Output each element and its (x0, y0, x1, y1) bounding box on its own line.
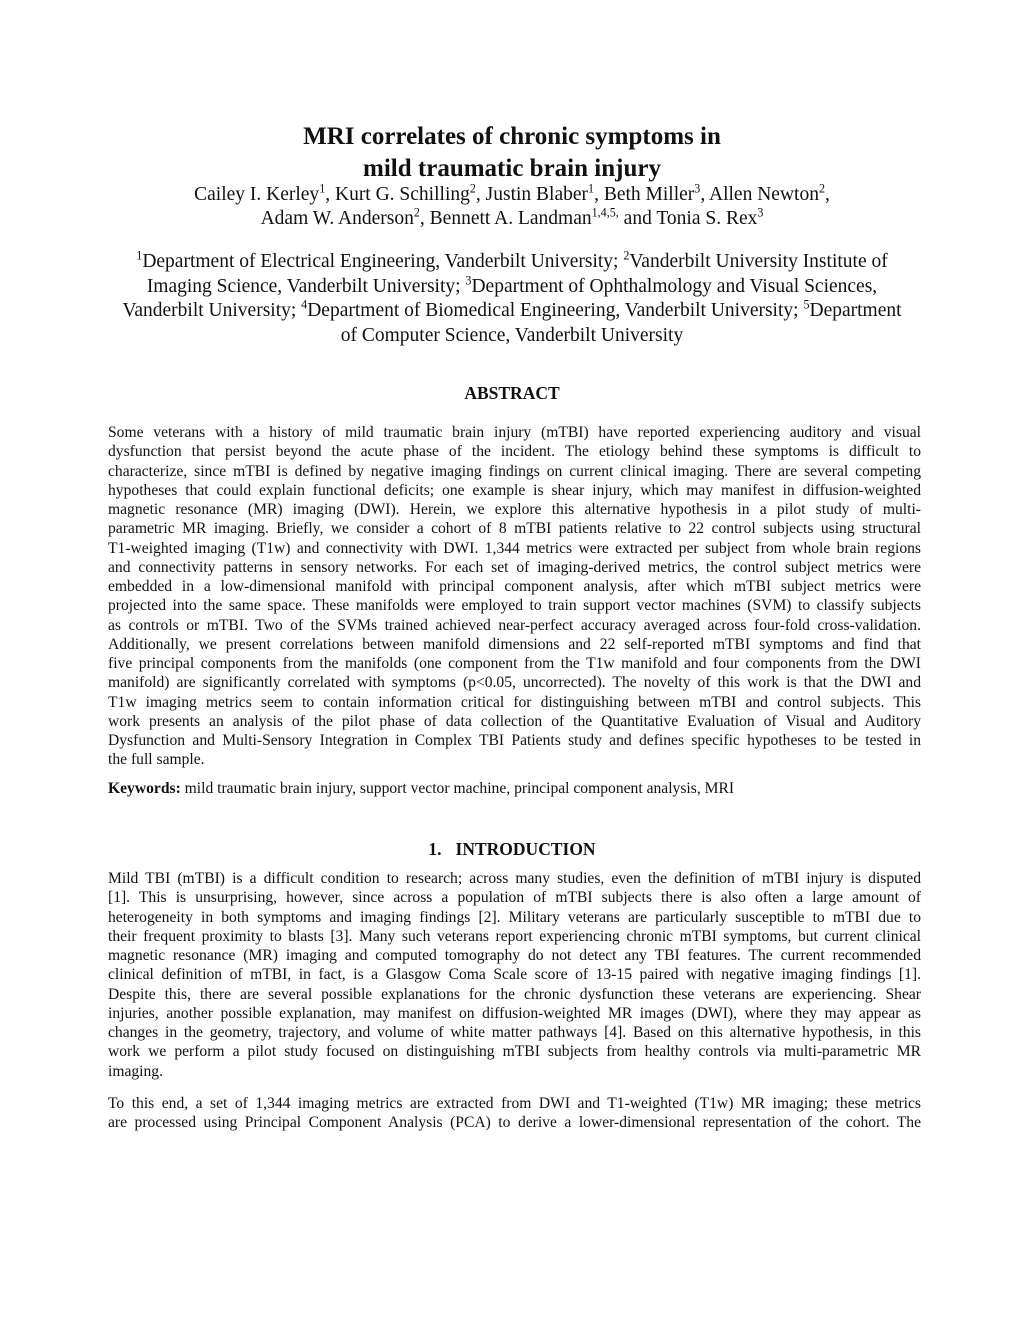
author-name: Kurt G. Schilling (334, 184, 470, 205)
text-line: imaging. (108, 1062, 164, 1080)
author-name: Bennett A. Landman (429, 208, 592, 229)
introduction-paragraph-2 (108, 1094, 921, 1133)
text-line: and connectivity patterns in sensory networks. For each set of imaging-derived metrics, the control subject metrics were (108, 558, 921, 576)
text-line: work we perform a pilot study focused on distinguishing mTBI subjects from healthy controls via multi-parametric MR (108, 1043, 921, 1061)
keywords-label: Keywords: (108, 780, 181, 797)
author-affiliation-mark: 1 (588, 181, 595, 196)
text-line: five principal components from the manifolds (one component from the T1w manifold and four components from the DWI (108, 655, 921, 672)
text-line: dysfunction that persist beyond the acute phase of the incident. The etiology behind these symptoms is difficult to (108, 443, 921, 461)
author-name: Justin Blaber (485, 184, 589, 205)
abstract-body (108, 423, 921, 770)
title-line-2: mild traumatic brain injury (363, 155, 661, 182)
author-name: Tonia S. Rex (656, 208, 758, 229)
text-line: manifold) are significantly correlated with symptoms (p<0.05, uncorrected). The novelty of this work is that the DWI and (108, 674, 921, 692)
text-line: embedded in a low-dimensional manifold with principal component analysis, after which mTBI subject metrics were (108, 578, 921, 595)
author-line-1: Cailey I. Kerley$^1$, Kurt G. Schilling$^2$, Justin Blaber$^1$, Beth Miller$^3$, Allen Newton$^2$, (194, 181, 830, 205)
author-name: Cailey I. Kerley (194, 184, 320, 205)
abstract-heading: ABSTRACT (464, 383, 560, 403)
text-line: projected into the same space. These manifolds were employed to train support vector machines (SVM) to classify subjects (108, 597, 921, 615)
paper-title (0, 121, 1024, 185)
section-title: INTRODUCTION (455, 839, 596, 859)
text-line: Despite this, there are several possible explanations for the chronic dysfunction these veterans are experiencing. Shear (108, 985, 921, 1003)
author-affiliation-mark: 2 (818, 181, 825, 196)
affiliation-text: Department of Biomedical Engineering, Vanderbilt University; (307, 300, 799, 321)
author-affiliation-mark: 2 (469, 181, 476, 196)
text-line: as controls or mTBI. Two of the SVMs trained achieved near-perfect accuracy averaged across four-fold cross-validation. (108, 616, 921, 634)
text-line: hypotheses that could explain functional deficits; one example is shear injury, which may manifest in diffusion-weighted (108, 481, 921, 499)
affiliation-text: Department of Ophthalmology and Visual Sciences, (471, 275, 878, 297)
affiliation-number: 3 (465, 273, 472, 288)
author-line-2: Adam W. Anderson$^2$, Bennett A. Landman$^{1,4,5,}$ and Tonia S. Rex$^3$ (260, 205, 764, 229)
author-affiliation-mark: 2 (413, 205, 420, 220)
text-line: their frequent proximity to blasts [3]. Many such veterans report experiencing chronic mTBI symptoms, but current clinical (108, 927, 921, 945)
keywords (108, 779, 921, 798)
text-line: heterogeneity in both symptoms and imaging findings [2]. Military veterans are particularly susceptible to mTBI due to (108, 908, 921, 926)
text-line: characterize, since mTBI is defined by negative imaging findings on current clinical imaging. There are several competing (108, 462, 921, 480)
text-line: Mild TBI (mTBI) is a difficult condition to research; across many studies, even the definition of mTBI injury is disputed (108, 870, 921, 887)
author-affiliation-mark: 1,4,5, (591, 205, 619, 220)
text-line: injuries, another possible explanation, may manifest on diffusion-weighted MR images (DWI), where they may appear as (108, 1004, 921, 1022)
text-line: [1]. This is unsurprising, however, since across a population of mTBI subjects there is also often a large amount of (108, 889, 921, 907)
text-line: parametric MR imaging. Briefly, we consider a cohort of 8 mTBI patients relative to 22 control subjects using structural (108, 520, 921, 538)
affiliation-line-2 (0, 275, 1024, 300)
text-line: T1-weighted imaging (T1w) and connectivity with DWI. 1,344 metrics were extracted per subject from whole brain regions (108, 539, 921, 557)
text-line: magnetic resonance (MR) imaging and computed tomography do not detect any TBI features. The current recommended (108, 947, 921, 964)
affiliation-text: Department (809, 300, 902, 321)
affiliation-number: 4 (301, 297, 308, 312)
affiliation-text-cont: Imaging Science, Vanderbilt University; (146, 275, 461, 297)
affiliation-line-4 (0, 324, 1024, 349)
affiliation-line-1 (0, 250, 1024, 275)
affiliation-text-cont: of Computer Science, Vanderbilt University (340, 324, 684, 346)
affiliation-number: 1 (136, 248, 143, 263)
affiliation-text-cont: Vanderbilt University; (122, 300, 297, 321)
section-heading-introduction (0, 838, 1024, 860)
text-line: clinical definition of mTBI, in fact, is a Glasgow Coma Scale score of 13-15 paired with negative imaging findings [1]. (108, 966, 921, 984)
affiliation-number: 2 (623, 248, 630, 263)
author-name: Adam W. Anderson (260, 208, 414, 229)
text-line: Some veterans with a history of mild traumatic brain injury (mTBI) have reported experiencing auditory and visual (108, 424, 921, 441)
section-number: 1. (428, 839, 442, 859)
author-connector: and (623, 208, 652, 229)
text-line: work presents an analysis of the pilot phase of data collection of the Quantitative Evaluation of Visual and Auditory (108, 712, 921, 730)
introduction-paragraph-1 (108, 869, 921, 1081)
author-affiliation-mark: 1 (319, 181, 326, 196)
text-line: T1w imaging metrics seem to contain information critical for distinguishing between mTBI and control subjects. This (108, 693, 921, 711)
affiliation-line-3 (0, 299, 1024, 324)
author-affiliation-mark: 3 (757, 205, 764, 220)
text-line: Additionally, we present correlations between manifold dimensions and 22 self-reported mTBI symptoms and find that (108, 635, 921, 653)
text-line: magnetic resonance (MR) imaging (DWI). Herein, we explore this alternative hypothesis in a pilot study of multi- (108, 501, 921, 518)
affiliation-text: Vanderbilt University Institute of (629, 251, 888, 272)
author-affiliation-mark: 3 (694, 181, 701, 196)
author-list (0, 183, 1024, 231)
text-line: the full sample. (108, 751, 205, 769)
affiliation-number: 5 (803, 297, 810, 312)
keywords-text: mild traumatic brain injury, support vector machine, principal component analysis, MRI (184, 780, 735, 797)
author-name: Allen Newton (709, 184, 819, 205)
text-line: changes in the geometry, trajectory, and volume of white matter pathways [4]. Based on this alternative hypothesis, in this (108, 1024, 921, 1041)
text-line: Dysfunction and Multi-Sensory Integration in Complex TBI Patients study and defines specific hypotheses to be tested in (108, 732, 921, 749)
author-name: Beth Miller (603, 184, 695, 205)
affiliation-list (0, 250, 1024, 348)
title-line-1: MRI correlates of chronic symptoms in (303, 123, 721, 150)
affiliation-text: Department of Electrical Engineering, Vanderbilt University; (142, 251, 619, 272)
text-line: To this end, a set of 1,344 imaging metrics are extracted from DWI and T1-weighted (T1w) MR imaging; these metrics (108, 1095, 921, 1112)
text-line: are processed using Principal Component Analysis (PCA) to derive a lower-dimensional representation of the cohort. The (108, 1114, 921, 1132)
